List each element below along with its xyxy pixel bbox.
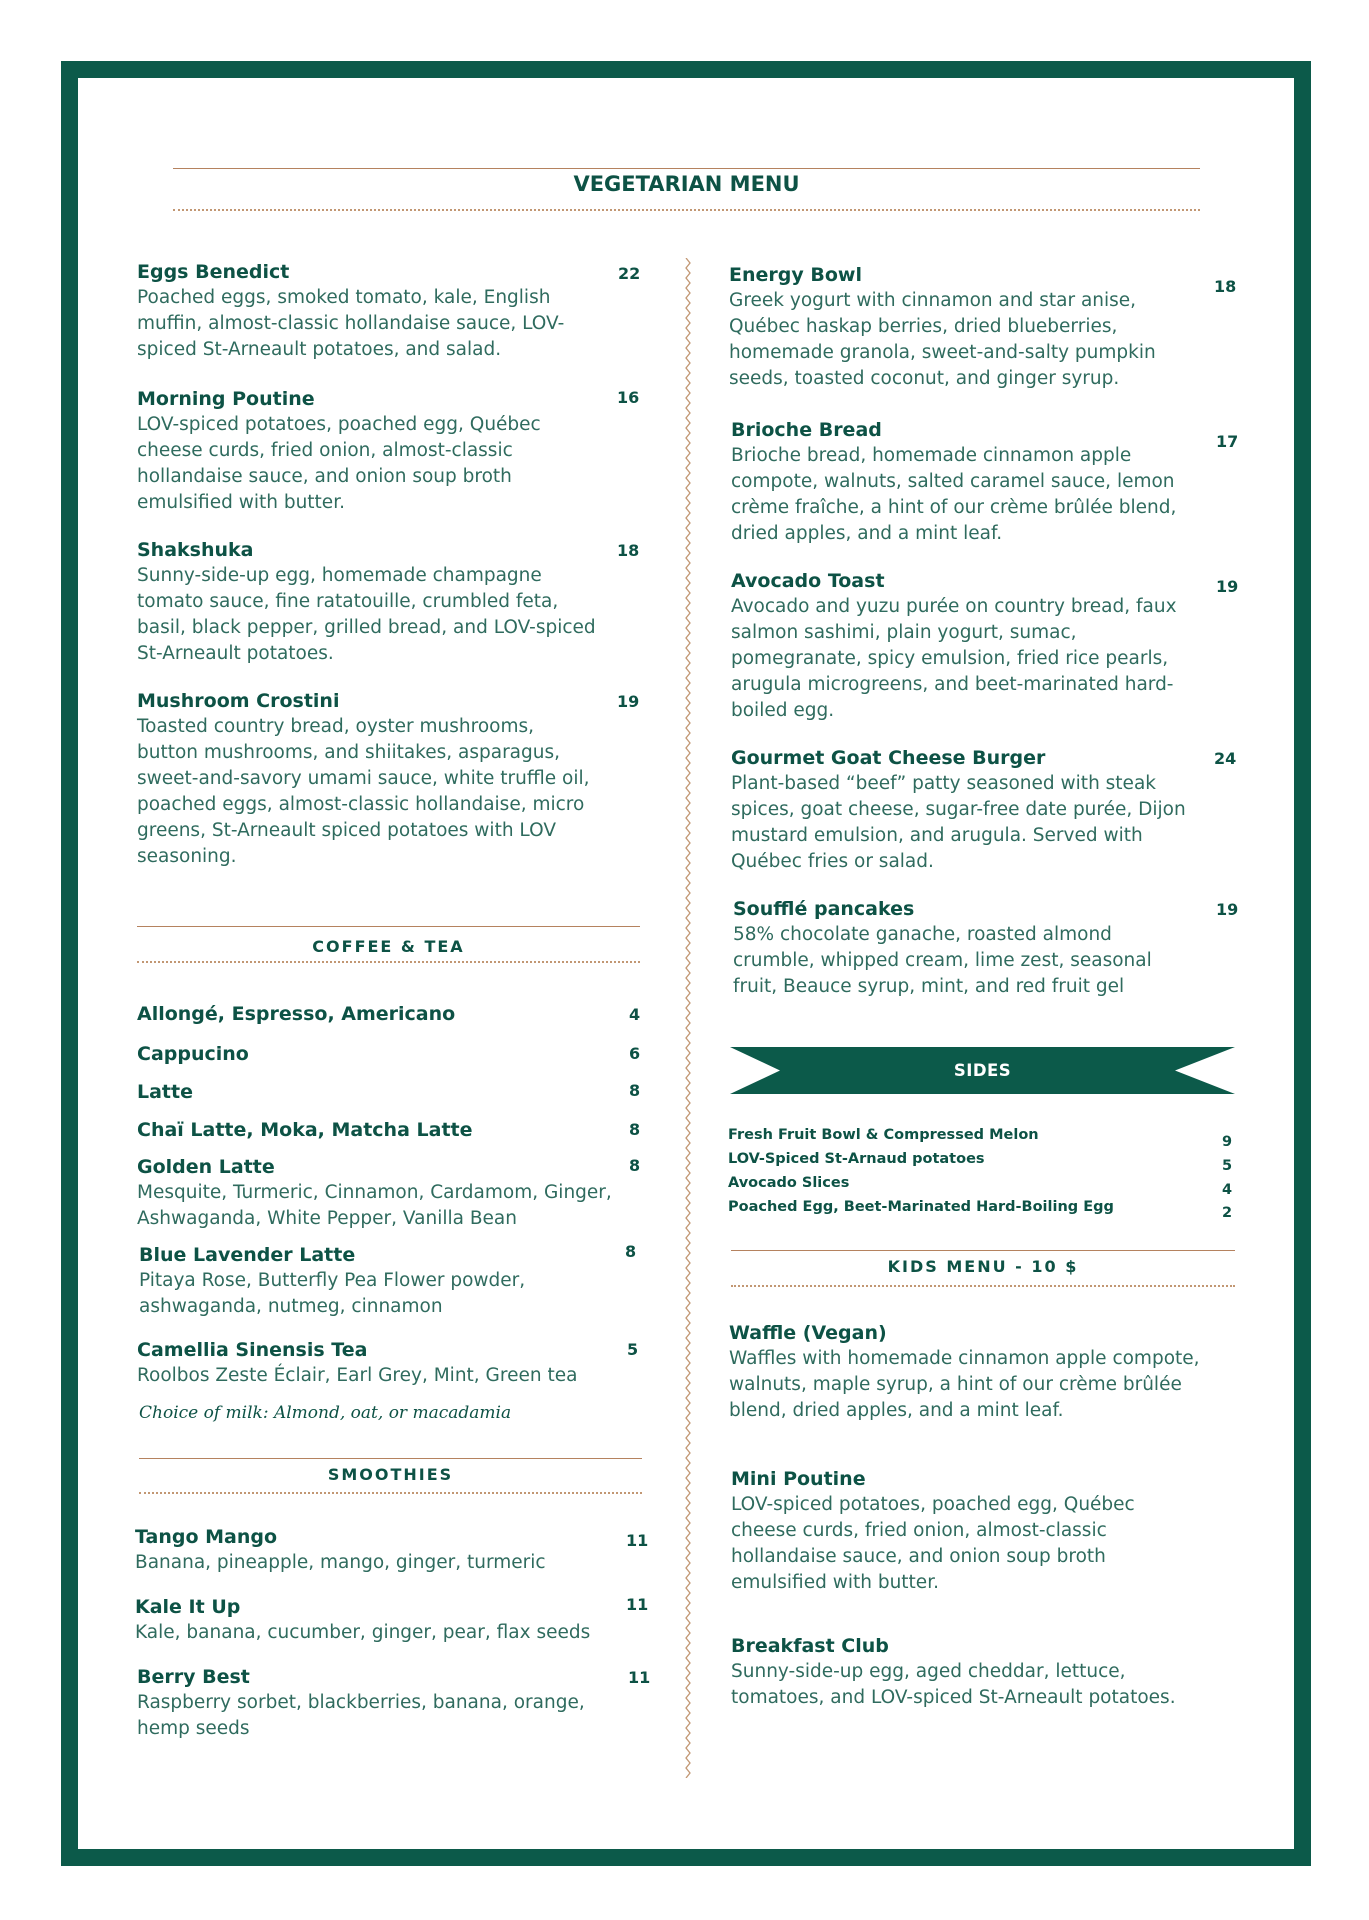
side-item: LOV-Spiced St-Arnaud potatoes	[728, 1151, 985, 1167]
item-name: Mushroom Crostini	[137, 690, 340, 712]
item-description: Poached eggs, smoked tomato, kale, English muffin, almost-classic hollandaise sauce, LOV-spiced St-Arneault potatoes, and salad.	[137, 287, 565, 360]
side-price: 2	[1222, 1205, 1233, 1221]
item-price: 8	[629, 1156, 641, 1175]
item-price: 4	[629, 1005, 641, 1024]
item-price: 24	[1214, 749, 1237, 768]
item-name: Breakfast Club	[731, 1635, 889, 1657]
item-description: Raspberry sorbet, blackberries, banana, orange, hemp seeds	[137, 1692, 585, 1739]
item-name: Blue Lavender Latte	[139, 1244, 356, 1266]
title-top-rule	[173, 168, 1200, 169]
menu-item	[733, 897, 1193, 1000]
item-name: Energy Bowl	[729, 264, 862, 286]
kids-section-title: KIDS MENU - 10 $	[887, 1257, 1079, 1276]
item-description: Sunny-side-up egg, homemade champagne tomato sauce, fine ratatouille, crumbled feta, basil, black pepper, grilled bread, and LOV-spiced St-Arneault potatoes.	[137, 565, 596, 664]
item-price: 18	[617, 541, 640, 560]
side-item: Poached Egg, Beet-Marinated Hard-Boiling Egg	[728, 1199, 1114, 1215]
item-description: Avocado and yuzu purée on country bread, faux salmon sashimi, plain yogurt, sumac, pomegranate, spicy emulsion, fried rice pearls, arugula microgreens, and beet-marinated hard-boiled egg.	[731, 596, 1177, 721]
menu-item	[731, 1467, 1191, 1596]
item-price: 11	[626, 1531, 649, 1550]
menu-item	[729, 263, 1189, 392]
item-price: 8	[629, 1120, 641, 1139]
menu-item	[135, 1525, 605, 1576]
item-description: Greek yogurt with cinnamon and star anise, Québec haskap berries, dried blueberries, homemade granola, sweet-and-salty pumpkin seeds, toasted coconut, and ginger syrup.	[729, 290, 1156, 389]
side-item: Avocado Slices	[728, 1175, 850, 1191]
menu-item	[137, 1080, 607, 1104]
menu-item	[731, 569, 1191, 724]
item-name: Brioche Bread	[731, 419, 882, 441]
item-price: 8	[625, 1242, 637, 1261]
menu-item	[137, 1338, 607, 1389]
coffee-section-title: COFFEE & TEA	[312, 937, 465, 956]
item-name: Tango Mango	[135, 1526, 278, 1548]
item-price: 11	[628, 1668, 651, 1687]
kids-top-rule	[731, 1250, 1235, 1251]
smoothies-top-rule	[139, 1458, 642, 1459]
item-price: 17	[1216, 432, 1239, 451]
item-description: Waffles with homemade cinnamon apple compote, walnuts, maple syrup, a hint of our crème brûlée blend, dried apples, and a mint leaf.	[729, 1348, 1200, 1421]
item-name: Berry Best	[137, 1666, 250, 1688]
item-description: LOV-spiced potatoes, poached egg, Québec cheese curds, fried onion, almost-classic hollandaise sauce, and onion soup broth emulsified with butter.	[137, 414, 541, 513]
menu-item	[137, 1042, 607, 1066]
item-price: 11	[626, 1595, 649, 1614]
coffee-bottom-rule	[137, 961, 640, 963]
item-name: Latte	[137, 1081, 193, 1103]
item-name: Avocado Toast	[731, 570, 885, 592]
item-name: Chaï Latte, Moka, Matcha Latte	[137, 1119, 473, 1141]
item-name: Allongé, Espresso, Americano	[137, 1003, 456, 1025]
side-price: 5	[1222, 1158, 1233, 1174]
side-item: Fresh Fruit Bowl & Compressed Melon	[728, 1127, 1039, 1143]
item-price: 19	[1216, 577, 1239, 596]
menu-item	[731, 1634, 1191, 1711]
item-price: 6	[629, 1044, 641, 1063]
side-price: 4	[1222, 1182, 1233, 1198]
item-description: Pitaya Rose, Butterfly Pea Flower powder, ashwaganda, nutmeg, cinnamon	[139, 1270, 526, 1317]
menu-item	[135, 1595, 605, 1646]
item-name: Kale It Up	[135, 1596, 241, 1618]
item-description: Kale, banana, cucumber, ginger, pear, flax seeds	[135, 1622, 591, 1643]
item-name: Gourmet Goat Cheese Burger	[731, 747, 1046, 769]
menu-item	[731, 746, 1191, 875]
smoothies-section-title: SMOOTHIES	[327, 1465, 454, 1484]
item-description: Toasted country bread, oyster mushrooms, button mushrooms, and shiitakes, asparagus, sweet-and-savory umami sauce, white truffle oil, poached eggs, almost-classic hollandaise, micro greens, St-Arneault spiced potatoes with LOV seasoning.	[137, 716, 590, 867]
item-description: Banana, pineapple, mango, ginger, turmeric	[135, 1552, 546, 1573]
milk-note: Choice of milk: Almond, oat, or macadamia	[139, 1403, 512, 1423]
item-name: Morning Poutine	[137, 388, 315, 410]
menu-item	[137, 1155, 617, 1232]
coffee-top-rule	[137, 926, 640, 927]
side-price: 9	[1222, 1134, 1233, 1150]
item-description: Mesquite, Turmeric, Cinnamon, Cardamom, Ginger, Ashwaganda, White Pepper, Vanilla Bean	[137, 1182, 612, 1229]
item-name: Golden Latte	[137, 1156, 275, 1178]
item-description: LOV-spiced potatoes, poached egg, Québec cheese curds, fried onion, almost-classic hollandaise sauce, and onion soup broth emulsified with butter.	[731, 1494, 1135, 1593]
menu-item	[137, 1665, 607, 1742]
menu-item	[139, 1243, 589, 1320]
item-name: Eggs Benedict	[137, 261, 290, 283]
kids-bottom-rule	[731, 1285, 1235, 1287]
item-description: Brioche bread, homemade cinnamon apple compote, walnuts, salted caramel sauce, lemon crème fraîche, a hint of our crème brûlée blend, dried apples, and a mint leaf.	[731, 445, 1177, 544]
item-name: Cappucino	[137, 1043, 249, 1065]
menu-item	[731, 418, 1191, 547]
item-price: 19	[617, 692, 640, 711]
item-name: Mini Poutine	[731, 1468, 866, 1490]
item-description: Roolbos Zeste Éclair, Earl Grey, Mint, Green tea	[137, 1365, 578, 1386]
item-price: 19	[1216, 900, 1239, 919]
menu-item	[137, 387, 597, 516]
menu-title: VEGETARIAN MENU	[573, 172, 800, 196]
menu-item	[729, 1321, 1219, 1424]
column-divider	[684, 258, 692, 1778]
item-price: 8	[629, 1081, 641, 1100]
menu-item	[137, 1118, 607, 1142]
item-price: 5	[627, 1340, 639, 1359]
item-price: 16	[617, 388, 640, 407]
title-bottom-rule	[173, 209, 1200, 211]
item-name: Waffle (Vegan)	[729, 1322, 887, 1344]
sides-section-title: SIDES	[953, 1061, 1012, 1080]
menu-item	[137, 689, 597, 870]
menu-item	[137, 1002, 607, 1026]
item-name: Shakshuka	[137, 539, 254, 561]
item-description: 58% chocolate ganache, roasted almond crumble, whipped cream, lime zest, seasonal fruit, Beauce syrup, mint, and red fruit gel	[733, 924, 1152, 997]
menu-item	[137, 260, 597, 363]
item-name: Soufflé pancakes	[733, 898, 915, 920]
item-name: Camellia Sinensis Tea	[137, 1339, 368, 1361]
item-description: Sunny-side-up egg, aged cheddar, lettuce, tomatoes, and LOV-spiced St-Arneault potatoes.	[731, 1661, 1176, 1708]
smoothies-bottom-rule	[139, 1492, 642, 1494]
item-description: Plant-based “beef” patty seasoned with steak spices, goat cheese, sugar-free date purée, Dijon mustard emulsion, and arugula. Served with Québec fries or salad.	[731, 773, 1186, 872]
menu-item	[137, 538, 597, 667]
item-price: 18	[1214, 277, 1237, 296]
item-price: 22	[618, 264, 641, 283]
